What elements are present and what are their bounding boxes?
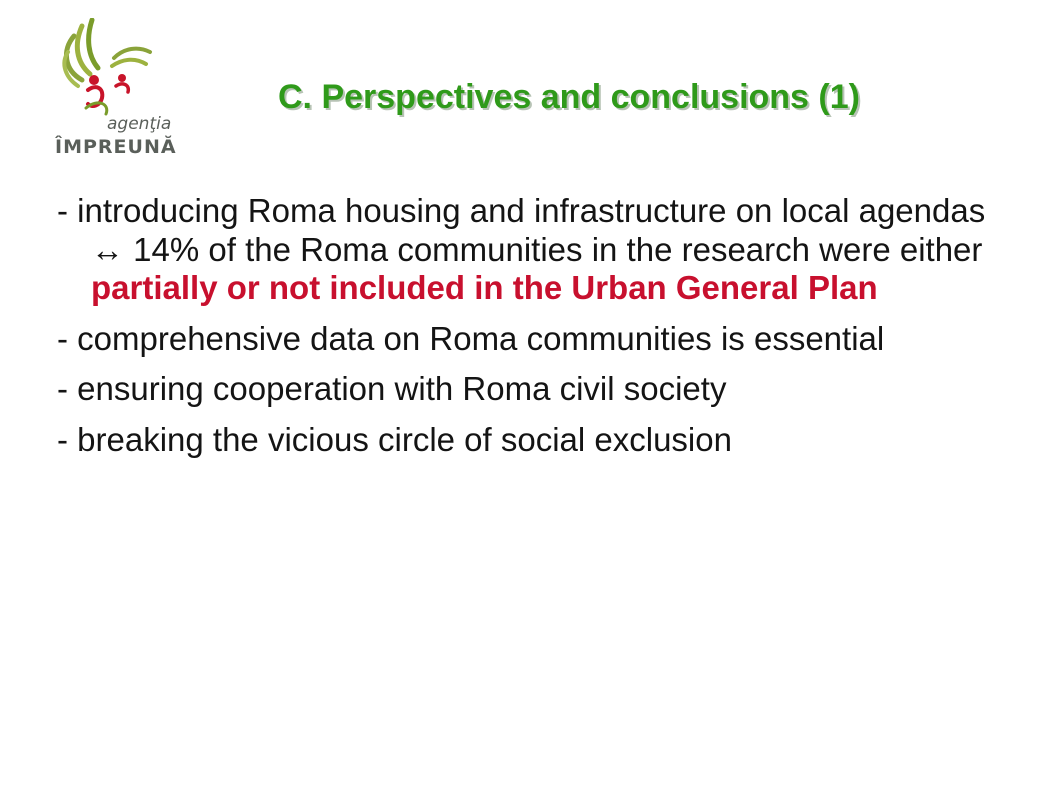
bullet-highlight: partially or not included in the Urban General Plan	[91, 269, 878, 306]
logo-bird-icon	[52, 18, 200, 118]
logo-text-impreuna: ÎMPREUNĂ	[55, 136, 177, 158]
bullet-item: - ensuring cooperation with Roma civil society	[57, 370, 727, 407]
bullet-item: - breaking the vicious circle of social exclusion	[57, 420, 732, 458]
slide-title: C. Perspectives and conclusions (1)	[278, 78, 860, 116]
agentia-impreuna-logo	[52, 18, 200, 163]
bullet-list	[57, 192, 1017, 471]
bullet-item	[57, 192, 1017, 308]
bullet-item: - comprehensive data on Roma communities is essential	[57, 319, 885, 357]
bullet-text: - introducing Roma housing and infrastructure on local agendas ↔ 14% of the Roma communities in the research were either	[57, 192, 986, 268]
logo-text-agentia: agenţia	[107, 114, 172, 134]
